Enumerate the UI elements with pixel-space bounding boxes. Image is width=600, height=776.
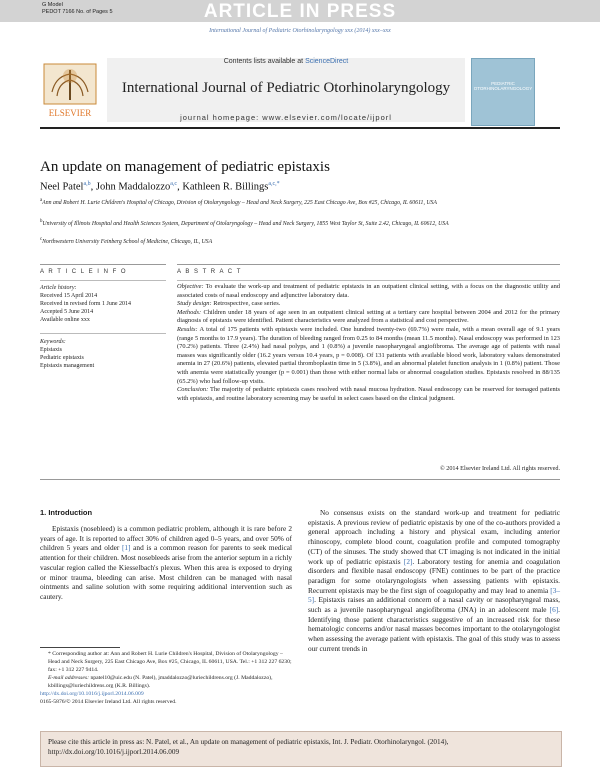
keywords-rule bbox=[40, 333, 166, 334]
article-in-press-label: ARTICLE IN PRESS bbox=[203, 1, 397, 22]
keywords-block bbox=[40, 338, 170, 370]
doi-block bbox=[40, 690, 292, 706]
conclusion-text: The majority of pediatric epistaxis cases resolved with nasal mucosa hydration. Nasal endoscopy can be reserved for teenaged patients with epistaxis, and routine laboratory screening may be useful in select cases based on the clinical judgment. bbox=[177, 386, 560, 402]
copyright-notice: © 2014 Elsevier Ireland Ltd. All rights reserved. bbox=[440, 465, 560, 472]
author-affil-sup[interactable]: a,c,* bbox=[268, 181, 280, 187]
history-label: Article history: bbox=[40, 285, 77, 291]
article-history bbox=[40, 284, 170, 324]
affil-text: Ann and Robert H. Lurie Children's Hospital of Chicago, Division of Otolaryngology – Head and Neck Surgery, 225 East Chicago Ave, Box #25, Chicago, IL 60611, USA bbox=[42, 199, 437, 206]
abstract-heading: A B S T R A C T bbox=[177, 269, 242, 275]
abstract-results bbox=[177, 326, 560, 386]
header-divider bbox=[40, 127, 560, 129]
model-label: G Model bbox=[42, 2, 63, 8]
design-label: Study design: bbox=[177, 300, 212, 308]
article-info-heading: A R T I C L E I N F O bbox=[40, 269, 128, 275]
body-column-right bbox=[308, 508, 560, 654]
email-addresses[interactable]: npatel10@uic.edu (N. Patel), jmaddalozzo@luriechildrens.org (J. Maddalozzo), kbillings@luriechildrens.org (K.R. Billings). bbox=[48, 675, 273, 689]
abstract-bottom-rule bbox=[40, 479, 560, 480]
abstract-methods bbox=[177, 309, 560, 326]
results-text: A total of 175 patients with epistaxis were included. One hundred twenty-two (69.7%) were male, with a mean overall age of 9.1 years (range 5 months to 17.9 years). The duration of bleeding ranged from 0.25 to 84 months (mean 11.5 months). Nasal endoscopy was performed in 123 (70.2%) patients. Three (2.4%) had nasal polyps, and 1 (0.8%) a juvenile nasopharyngeal angiofibroma. The average age of patients with nasal masses was significantly older (16.2 years versus 10.4 years, p = 0.008). Of 131 patients with available blood work, laboratory values demonstrated anemia in 27 (20.6%) patients, elevated partial thromboplastin time in 5 (3.8%), and an abnormal platelet function analysis in 1 (0.8%) patient. Those with anemia were statistically younger (p = 0.001) than those with either normal labs or abnormal coagulation studies. Epistaxis resolved in 88/135 (65.2%) who had follow-up visits. bbox=[177, 325, 560, 385]
article-title: An update on management of pediatric epistaxis bbox=[40, 159, 330, 175]
article-info-rule bbox=[40, 264, 166, 265]
corresponding-author-footnote bbox=[40, 650, 292, 690]
design-text: Retrospective, case series. bbox=[211, 300, 281, 308]
abstract-conclusion bbox=[177, 386, 560, 403]
abstract-rule bbox=[177, 264, 560, 265]
affiliation-b bbox=[40, 218, 560, 228]
footnote-rule bbox=[40, 647, 120, 648]
cover-text: PEDIATRIC OTORHINOLARYNGOLOGY bbox=[473, 81, 533, 91]
reference-link[interactable]: [1] bbox=[121, 543, 131, 553]
history-revised: Received in revised form 1 June 2014 bbox=[40, 301, 131, 307]
keyword: Epistaxis management bbox=[40, 363, 95, 369]
text-span: Epistaxis (nosebleed) is a common pediatric problem, although it is rare before 2 years of age. It is reported to affect 30% of children aged 0–5 years, and over 50% of children 5 years and older bbox=[40, 524, 292, 553]
text-span: No consensus exists on the standard work-up and treatment for pediatric epistaxis. A previous review of pediatric epistaxis by one of the co-authors provided a general approach including a history and physical exam, including anterior rhinoscopy, complete blood count, coagulation profile and computed tomography (CT) of the sinuses. The study showed that CT imaging is not indicated in the initial work up of pediatric epistaxis bbox=[308, 508, 560, 566]
abstract-design bbox=[177, 300, 560, 309]
author-name[interactable]: Kathleen R. Billings bbox=[182, 181, 269, 193]
affil-text: University of Illinois Hospital and Health Sciences System, Department of Otolaryngology – Head and Neck Surgery, 1855 West Taylor St, Suite 2.42, Chicago, IL 60612, USA bbox=[42, 220, 449, 227]
body-column-left bbox=[40, 524, 292, 602]
abstract-body bbox=[177, 283, 560, 403]
objective-label: Objective: bbox=[177, 283, 204, 290]
author-affil-sup[interactable]: a,c bbox=[170, 181, 178, 187]
text-span: . Identifying those patient characteristics suggestive of an increased risk for these hematologic concerns and/or nasal masses becomes important to the otolaryngologist when assessing the average patient with epistaxis. The goal of this study was to assess our current trends in bbox=[308, 605, 560, 653]
affil-text: Northwestern University Feinberg School of Medicine, Chicago, IL, USA bbox=[42, 238, 213, 245]
affil-sup: c bbox=[40, 237, 43, 242]
history-online: Available online xxx bbox=[40, 317, 90, 323]
author-list: Neel Patel$^{a,b}$, John Maddalozzo$^{a,c}$, Kathleen R. Billings$^{a,c,*}$ bbox=[40, 181, 280, 193]
text-span: . Epistaxis raises an additional concern of a nasal cavity or nasopharyngeal mass, such as a juvenile nasopharyngeal angiofibroma (JNA) in an adolescent male bbox=[308, 595, 560, 615]
conclusion-label: Conclusion: bbox=[177, 386, 209, 394]
keyword: Pediatric epistaxis bbox=[40, 355, 84, 361]
contents-prefix: Contents lists available at bbox=[223, 58, 306, 65]
methods-label: Methods: bbox=[177, 308, 202, 316]
text-span: and is a common reason for parents to seek medical attention for their children. Most nosebleeds arise from the anterior septum in a richly vascular region called the Kiesselbach's plexus. When this area is exposed to drying or minor trauma, bleeding can arise. Most children can be managed with nasal ointments and saline solution with some requiring additional intervention such as cautery. bbox=[40, 543, 292, 601]
keyword: Epistaxis bbox=[40, 347, 62, 353]
abstract-subrule bbox=[177, 280, 560, 281]
keywords-label: Keywords: bbox=[40, 339, 66, 345]
cite-this-article-text[interactable]: Please cite this article in press as: N. Patel, et al., An update on management of pediatric epistaxis, Int. J. Pediatr. Otorhinolaryngol. (2014), http://dx.doi.org/10.1016/j.ijporl.2014.06.009 bbox=[48, 738, 449, 756]
pedot-label: PEDOT 7166 No. of Pages 5 bbox=[42, 9, 113, 15]
paragraph bbox=[308, 508, 560, 654]
reference-link[interactable]: [3–5] bbox=[308, 585, 560, 605]
elsevier-wordmark: ELSEVIER bbox=[48, 108, 92, 118]
author-affil-sup[interactable]: a,b bbox=[83, 181, 91, 187]
email-line bbox=[40, 674, 292, 690]
doi-link[interactable]: http://dx.doi.org/10.1016/j.ijporl.2014.06.009 bbox=[40, 691, 144, 697]
text-span: . Laboratory testing for anemia and coagulation disorders and flexible nasal endoscopy (FNE) continues to be part of the practice paradigm for some otolaryngologists when assessing patients with epistaxis. Recurrent epistaxis may be the first sign of coagulopathy and may lead to anemia bbox=[308, 556, 560, 595]
author-name[interactable]: Neel Patel bbox=[40, 181, 84, 193]
corresponding-text: * Corresponding author at: Ann and Robert H. Lurie Children's Hospital, Division of Otolaryngology – Head and Neck Surgery, 225 East Chicago Ave, Box #25, Chicago, IL 60611, USA. Tel.: +1 312 227 6230; fax: +1 312 227 9414. bbox=[48, 651, 292, 673]
sciencedirect-link[interactable]: ScienceDirect bbox=[305, 58, 349, 65]
history-accepted: Accepted 5 June 2014 bbox=[40, 309, 94, 315]
methods-text: Children under 18 years of age seen in an outpatient clinical setting at a tertiary care hospital between 2004 and 2012 for the primary diagnosis of epistaxis were identified. Patient characteristics were analyzed from a statistical and cost perspective. bbox=[177, 308, 560, 325]
journal-homepage-link[interactable]: journal homepage: www.elsevier.com/locate/ijporl bbox=[180, 113, 392, 122]
abstract-objective bbox=[177, 283, 560, 300]
affiliation-a bbox=[40, 197, 560, 207]
history-received: Received 15 April 2014 bbox=[40, 293, 98, 299]
issn-line: 0165-5876/© 2014 Elsevier Ireland Ltd. All rights reserved. bbox=[40, 699, 177, 705]
elsevier-logo bbox=[40, 62, 100, 120]
contents-line bbox=[107, 58, 465, 65]
email-label: E-mail addresses: bbox=[48, 675, 90, 681]
objective-text: To evaluate the work-up and treatment of pediatric epistaxis in an outpatient clinical setting, with a focus on the diagnostic utility and associated costs of nasal endoscopy and adjunctive laboratory data. bbox=[177, 283, 560, 299]
affil-sup: b bbox=[40, 219, 43, 224]
journal-citation-top[interactable]: International Journal of Pediatric Otorhinolaryngology xxx (2014) xxx–xxx bbox=[209, 28, 391, 34]
reference-link[interactable]: [2] bbox=[403, 556, 413, 566]
author-name[interactable]: John Maddalozzo bbox=[95, 181, 171, 193]
paragraph bbox=[40, 524, 292, 602]
reference-link[interactable]: [6] bbox=[549, 605, 559, 615]
section-heading-introduction: 1. Introduction bbox=[40, 508, 93, 517]
article-info-subrule bbox=[40, 280, 166, 281]
journal-title: International Journal of Pediatric Otorhinolaryngology bbox=[121, 80, 451, 96]
affil-sup: a bbox=[40, 198, 43, 203]
results-label: Results: bbox=[177, 325, 198, 333]
affiliation-c bbox=[40, 236, 560, 246]
journal-cover-thumbnail bbox=[471, 58, 535, 126]
